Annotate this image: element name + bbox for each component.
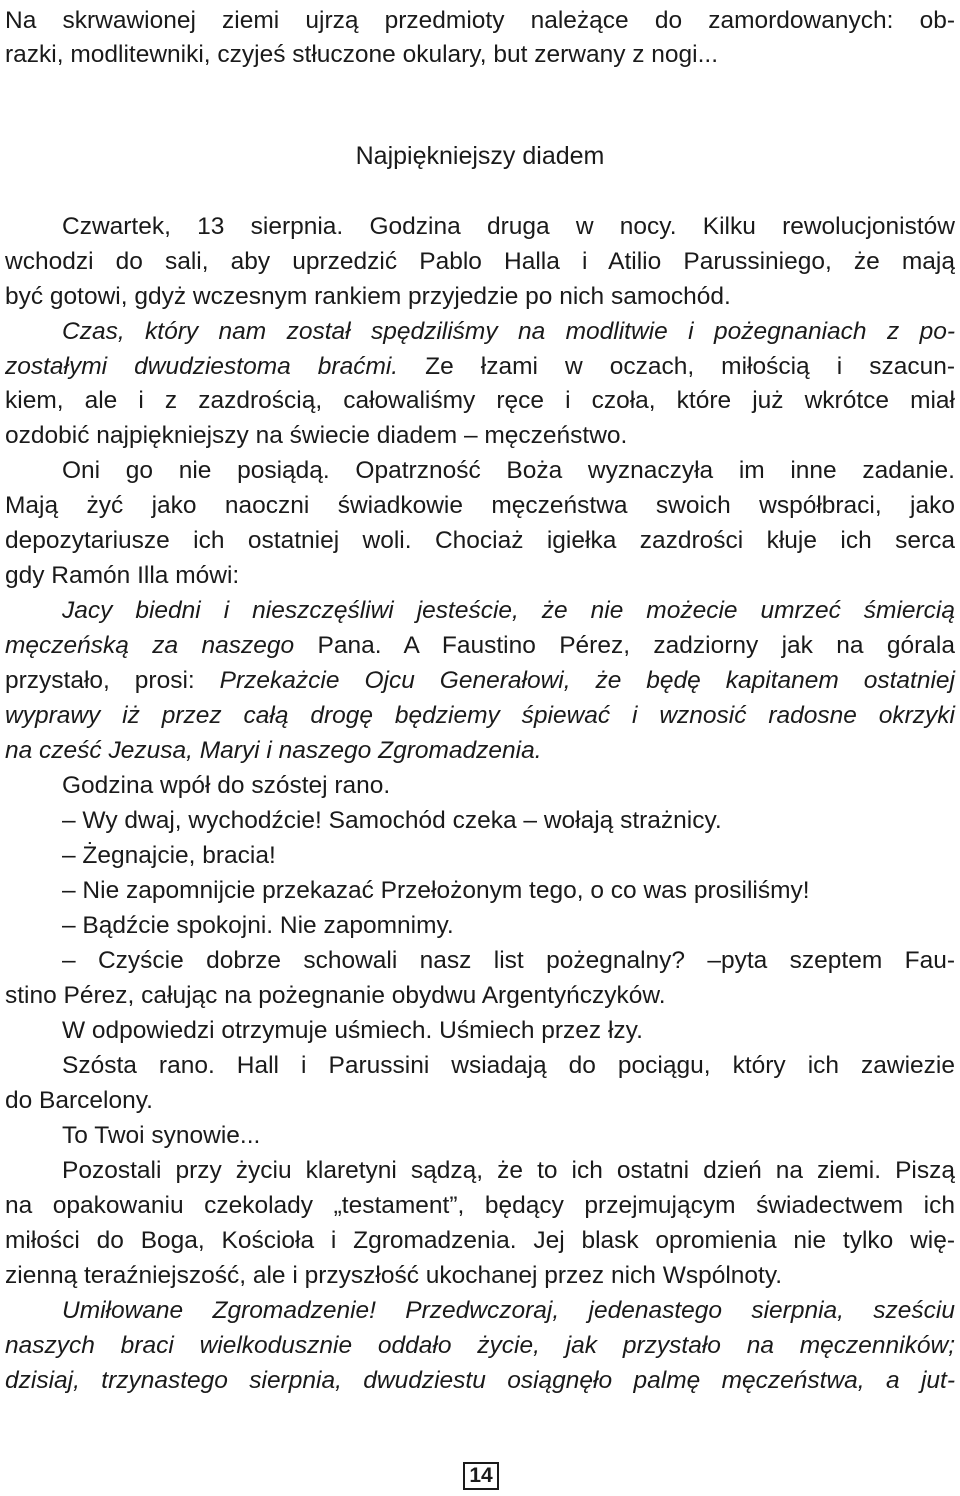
- text-line: Szósta rano. Hall i Parussini wsiadają do pociągu, który ich zawiezie: [62, 1052, 955, 1079]
- text-line: Godzina wpół do szóstej rano.: [62, 772, 391, 799]
- text-line: Czas, który nam został spędziliśmy na modlitwie i pożegnaniach z po-: [62, 318, 955, 345]
- dialogue-line: – Wy dwaj, wychodźcie! Samochód czeka – wołają strażnicy.: [62, 807, 722, 834]
- section-title: Najpiękniejszy diadem: [355, 142, 605, 170]
- subheading: To Twoi synowie...: [62, 1122, 261, 1149]
- text-line: Na skrwawionej ziemi ujrzą przedmioty należące do zamordowanych: ob-: [5, 7, 955, 34]
- quote-text: Przekażcie Ojcu Generałowi, że będę kapitanem ostatniej: [219, 667, 955, 694]
- text-line: naszych braci wielkodusznie oddało życie, jak przystało na męczenników;: [5, 1332, 955, 1359]
- dialogue-line: – Bądźcie spokojni. Nie zapomnimy.: [62, 912, 454, 939]
- text-line: razki, modlitewniki, czyjeś stłuczone okulary, but zerwany z nogi...: [5, 41, 719, 68]
- text-line: ozdobić najpiękniejszy na świecie diadem – męczeństwo.: [5, 422, 628, 449]
- text-line: Czwartek, 13 sierpnia. Godzina druga w nocy. Kilku rewolucjonistów: [62, 213, 955, 240]
- text-line: miłości do Boga, Kościoła i Zgromadzenia. Jej blask opromienia nie tylko wię-: [5, 1227, 955, 1254]
- text-line: gdy Ramón Illa mówi:: [5, 562, 240, 589]
- text-line: [5, 664, 955, 698]
- text-line: Pozostali przy życiu klaretyni sądzą, że to ich ostatni dzień na ziemi. Piszą: [62, 1157, 955, 1184]
- text-line: [5, 629, 955, 663]
- quote-text: zostałymi dwudziestoma braćmi.: [5, 353, 399, 380]
- text-line: W odpowiedzi otrzymuje uśmiech. Uśmiech przez łzy.: [62, 1017, 643, 1044]
- text-line: zienną teraźniejszość, ale i przyszłość ukochanej przez nich Wspólnoty.: [5, 1262, 783, 1289]
- text-line: na cześć Jezusa, Maryi i naszego Zgromadzenia.: [5, 737, 542, 764]
- text-line: depozytariusze ich ostatniej woli. Chociaż igiełka zazdrości kłuje ich serca: [5, 527, 955, 554]
- dialogue-line: – Czyście dobrze schowali nasz list pożegnalny? –pyta szeptem Fau-: [62, 947, 955, 974]
- text-line: być gotowi, gdyż wczesnym rankiem przyjedzie po nich samochód.: [5, 283, 731, 310]
- text-line: do Barcelony.: [5, 1087, 153, 1114]
- text-line: na opakowaniu czekolady „testament”, będący przejmującym świadectwem ich: [5, 1192, 955, 1219]
- page-number: 14: [463, 1462, 499, 1490]
- text-line: Umiłowane Zgromadzenie! Przedwczoraj, jedenastego sierpnia, sześciu: [62, 1297, 955, 1324]
- text-line: kiem, ale i z zazdrością, całowaliśmy ręce i czoła, które już wkrótce miał: [5, 387, 955, 414]
- text-span: Pana. A Faustino Pérez, zadziorny jak na górala: [317, 632, 955, 659]
- text-line: Oni go nie posiądą. Opatrzność Boża wyznaczyła im inne zadanie.: [62, 457, 955, 484]
- text-line: dzisiaj, trzynastego sierpnia, dwudziestu osiągnęło palmę męczeństwa, a jut-: [5, 1367, 955, 1394]
- text-span: przystało, prosi:: [5, 667, 220, 694]
- dialogue-line: – Żegnajcie, bracia!: [62, 842, 276, 869]
- text-line: [5, 350, 955, 384]
- text-line: stino Pérez, całując na pożegnanie obydwu Argentyńczyków.: [5, 982, 666, 1009]
- text-line: Mają żyć jako naoczni świadkowie męczeństwa swoich współbraci, jako: [5, 492, 955, 519]
- quote-text: męczeńską za naszego: [5, 632, 318, 659]
- text-span: Ze łzami w oczach, miłością i szacun-: [398, 353, 955, 380]
- text-line: wyprawy iż przez całą drogę będziemy śpiewać i wznosić radosne okrzyki: [5, 702, 955, 729]
- text-line: wchodzi do sali, aby uprzedzić Pablo Halla i Atilio Parussiniego, że mają: [5, 248, 955, 275]
- dialogue-line: – Nie zapomnijcie przekazać Przełożonym tego, o co was prosiliśmy!: [62, 877, 810, 904]
- text-line: Jacy biedni i nieszczęśliwi jesteście, że nie możecie umrzeć śmiercią: [62, 597, 955, 624]
